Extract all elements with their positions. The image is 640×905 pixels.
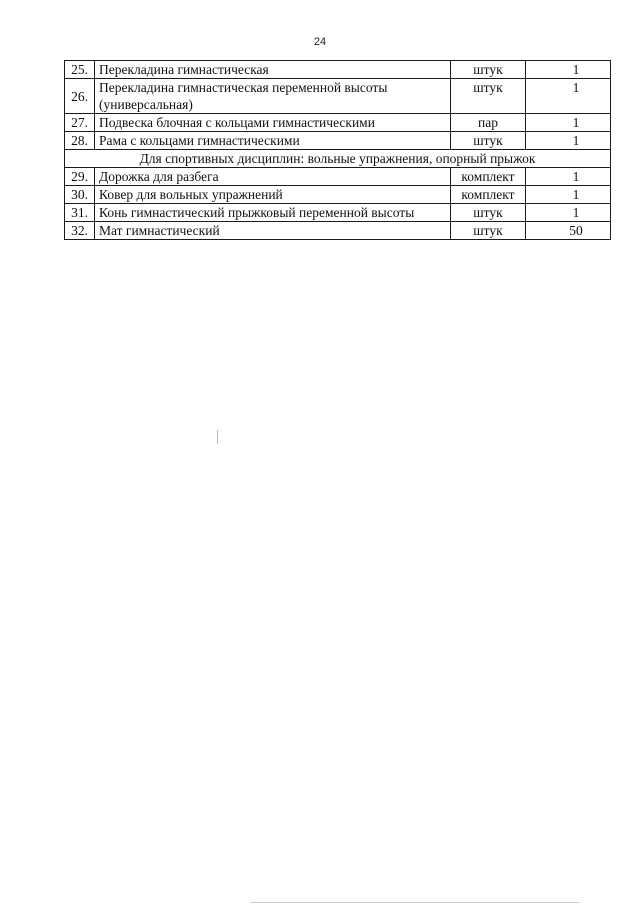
item-quantity: 1	[526, 114, 611, 132]
item-unit: штук	[451, 61, 526, 79]
scan-edge-line	[250, 902, 580, 903]
table-row	[65, 79, 611, 114]
item-unit: штук	[451, 79, 526, 114]
item-number: 31.	[65, 204, 95, 222]
item-name: Конь гимнастический прыжковый переменной высоты	[95, 204, 451, 222]
table-row	[65, 132, 611, 150]
table-row	[65, 204, 611, 222]
item-quantity: 1	[526, 61, 611, 79]
table-row	[65, 114, 611, 132]
item-quantity: 1	[526, 132, 611, 150]
item-number: 25.	[65, 61, 95, 79]
item-unit: пар	[451, 114, 526, 132]
item-number: 27.	[65, 114, 95, 132]
item-unit: комплект	[451, 186, 526, 204]
item-unit: штук	[451, 204, 526, 222]
item-unit: штук	[451, 222, 526, 240]
item-quantity: 1	[526, 186, 611, 204]
item-number: 30.	[65, 186, 95, 204]
item-number: 29.	[65, 168, 95, 186]
item-name: Рама с кольцами гимнастическими	[95, 132, 451, 150]
item-quantity: 1	[526, 79, 611, 114]
table-row	[65, 186, 611, 204]
page-number: 24	[313, 36, 327, 48]
item-quantity: 1	[526, 204, 611, 222]
item-name: Перекладина гимнастическая	[95, 61, 451, 79]
item-number: 26.	[65, 79, 95, 114]
section-title: Для спортивных дисциплин: вольные упражнения, опорный прыжок	[65, 150, 611, 168]
table-row	[65, 61, 611, 79]
scan-speck	[217, 430, 218, 444]
item-name: Подвеска блочная с кольцами гимнастическими	[95, 114, 451, 132]
item-name: Мат гимнастический	[95, 222, 451, 240]
table-row	[65, 222, 611, 240]
item-number: 32.	[65, 222, 95, 240]
item-quantity: 50	[526, 222, 611, 240]
equipment-table	[64, 60, 611, 240]
item-number: 28.	[65, 132, 95, 150]
item-quantity: 1	[526, 168, 611, 186]
item-name: Ковер для вольных упражнений	[95, 186, 451, 204]
item-name: Перекладина гимнастическая переменной высоты (универсальная)	[95, 79, 451, 114]
item-unit: штук	[451, 132, 526, 150]
table-row	[65, 168, 611, 186]
item-unit: комплект	[451, 168, 526, 186]
section-header-row	[65, 150, 611, 168]
item-name: Дорожка для разбега	[95, 168, 451, 186]
